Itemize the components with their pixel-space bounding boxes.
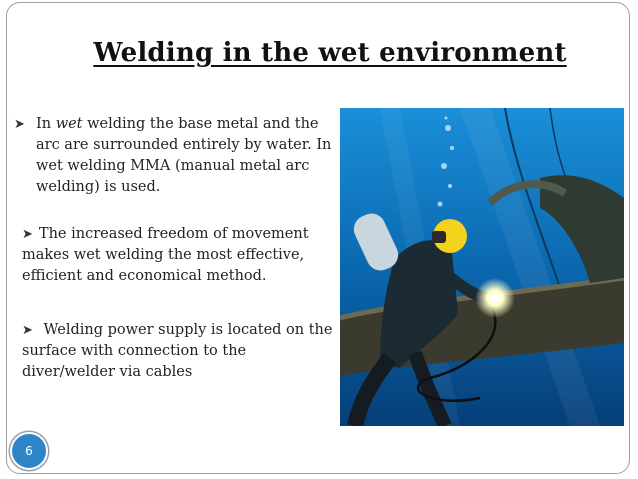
bullet-1-post: welding the base metal and the arc are surrounded entirely by water. In wet welding MMA (manual metal arc welding) is used. — [36, 116, 332, 195]
underwater-welder-photo — [340, 108, 624, 426]
bullet-3-text: Welding power supply is located on the surface with connection to the diver/welder via cables — [22, 322, 333, 380]
slide-title: Welding in the wet environment — [93, 38, 567, 68]
bullet-item-1 — [14, 114, 336, 198]
arrow-bullet-icon: ➤ — [22, 227, 33, 242]
underwater-scene-illustration — [340, 108, 624, 426]
slide-number-badge: 6 — [10, 432, 48, 470]
bullet-2-text: The increased freedom of movement makes wet welding the most effective, efficient and economical method. — [22, 226, 309, 284]
bullet-1-pre: In — [36, 116, 56, 132]
bullet-item-2 — [22, 224, 342, 287]
bullet-1-emphasis: wet — [55, 116, 83, 132]
bullet-item-3 — [22, 320, 342, 383]
arrow-bullet-icon: ➤ — [22, 323, 33, 338]
arrow-bullet-icon: ➤ — [14, 117, 25, 132]
